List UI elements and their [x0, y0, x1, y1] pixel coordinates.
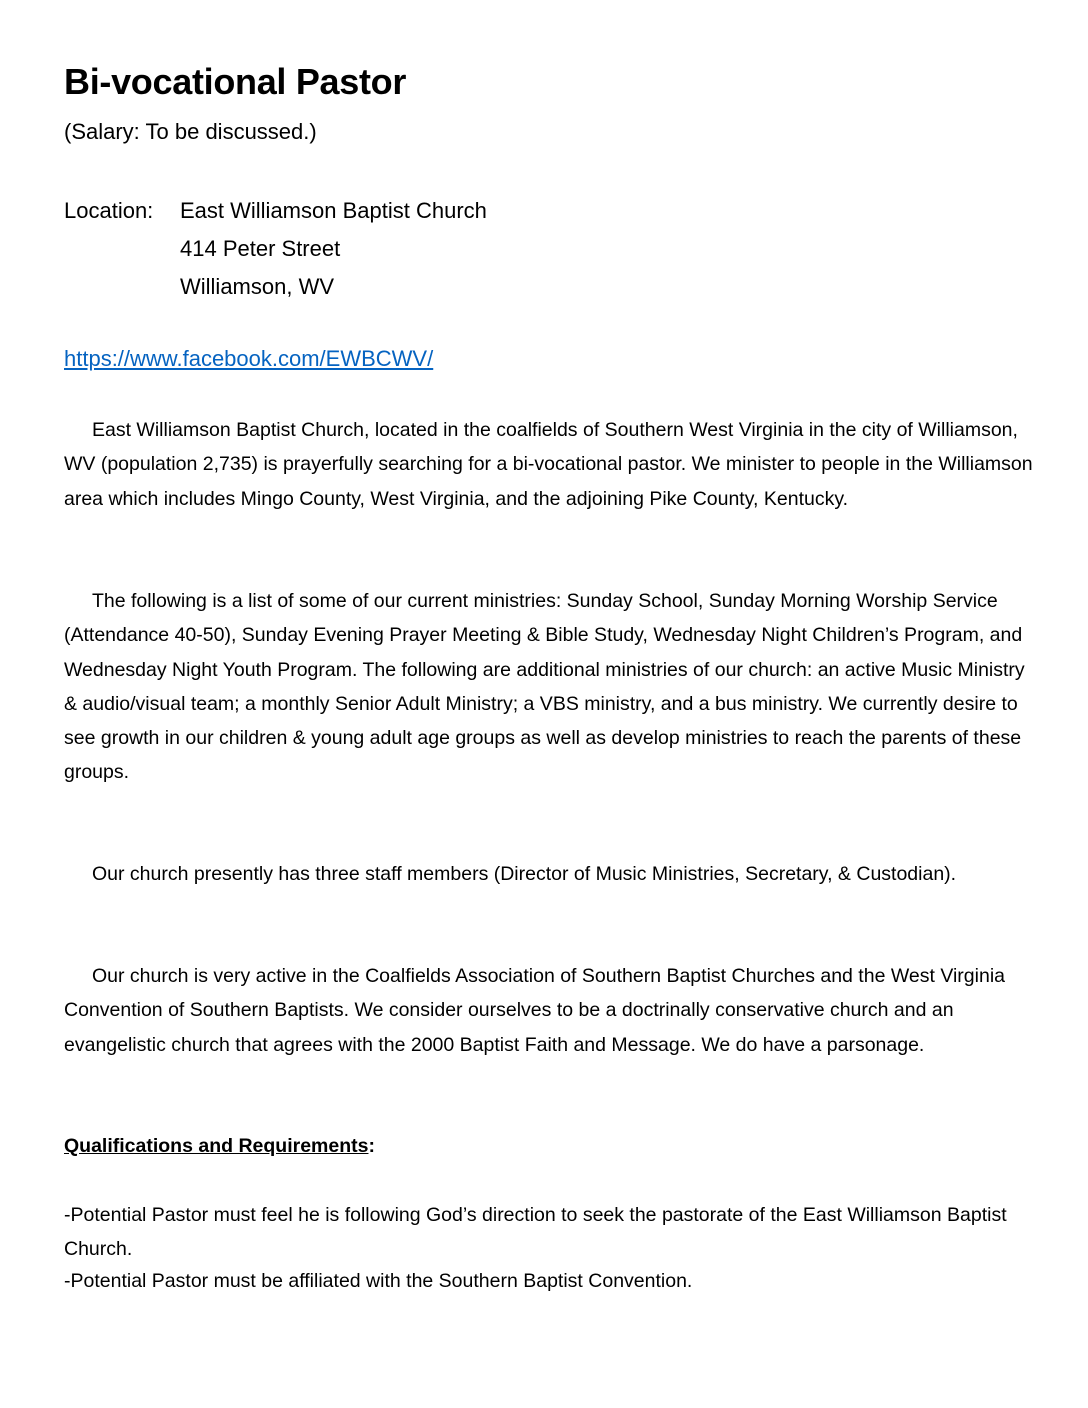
qualifications-heading-colon: :: [368, 1135, 375, 1157]
qualifications-heading-text: Qualifications and Requirements: [64, 1135, 369, 1157]
affiliation-paragraph: Our church is very active in the Coalfields Association of Southern Baptist Churches and the West Virginia Convention of Southern Baptists. We consider ourselves to be a doctrinally conservative church and an evangelistic church that agrees with the 2000 Baptist Faith and Message. We do have a parsonage.: [64, 965, 1005, 1056]
city-state: Williamson, WV: [180, 274, 335, 299]
qualifications-heading: [64, 1129, 375, 1163]
location-label: Location:: [64, 198, 154, 223]
requirement-item: -Potential Pastor must be affiliated with the Southern Baptist Convention.: [64, 1270, 693, 1292]
street-address: 414 Peter Street: [180, 236, 341, 261]
ministries-paragraph: The following is a list of some of our current ministries: Sunday School, Sunday Morning Worship Service (Attendance 40-50), Sunday Evening Prayer Meeting & Bible Study, Wednesday Night Children’s Program, and Wednesday Night Youth Program. The following are additional ministries of our church: an active Music Ministry & audio/visual team; a monthly Senior Adult Ministry; a VBS ministry, and a bus ministry. We currently desire to see growth in our children & young adult age groups as well as develop ministries to reach the parents of these groups.: [64, 590, 1025, 784]
staff-paragraph: Our church presently has three staff members (Director of Music Ministries, Secretary, & Custodian).: [92, 863, 957, 885]
requirement-item: -Potential Pastor must feel he is following God’s direction to seek the pastorate of the East Williamson Baptist Church.: [64, 1204, 1007, 1261]
intro-paragraph: East Williamson Baptist Church, located in the coalfields of Southern West Virginia in the city of Williamson, WV (population 2,735) is prayerfully searching for a bi-vocational pastor. We minister to people in the Williamson area which includes Mingo County, West Virginia, and the adjoining Pike County, Kentucky.: [64, 419, 1033, 510]
salary-line: (Salary: To be discussed.): [64, 119, 317, 144]
church-name: East Williamson Baptist Church: [180, 198, 487, 223]
page-title: Bi-vocational Pastor: [64, 61, 407, 102]
facebook-link[interactable]: https://www.facebook.com/EWBCWV/: [64, 346, 434, 371]
location-address: [180, 192, 487, 306]
